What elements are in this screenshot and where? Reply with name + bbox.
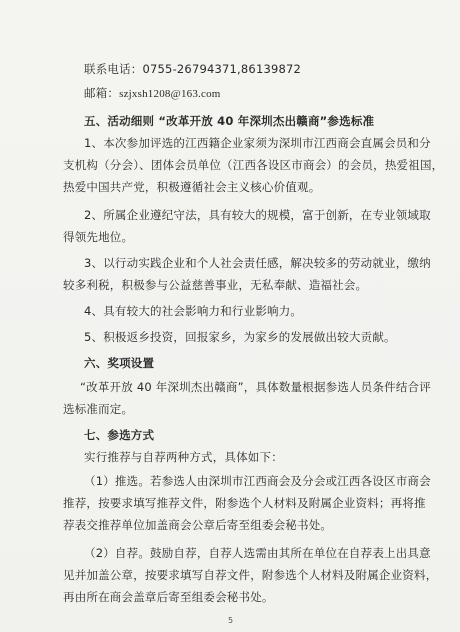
email-value: szjxsh1208@163.com <box>119 88 221 100</box>
contact-email <box>84 86 221 101</box>
method-intro: 实行推荐与自荐两种方式，具体如下： <box>84 450 283 464</box>
criteria-2-line-1: 2、所属企业遵纪守法，具有较大的规模，富于创新，在专业领域取 <box>84 208 431 222</box>
awards-line-1: “改革开放 40 年深圳杰出赣商”，具体数量根据参选人员条件结合评 <box>80 380 431 394</box>
criteria-3-line-2: 较多利税，积极参与公益慈善事业，无私奉献、造福社会。 <box>63 278 368 292</box>
criteria-1-line-3: 热爱中国共产党，积极遵循社会主义核心价值观。 <box>63 180 321 194</box>
self-recommend-line-2: 见并加盖公章，按要求填写自荐文件，附参选个人材料及附属企业资料， <box>63 568 438 582</box>
self-recommend-line-3: 再由所在商会盖章后寄至组委会秘书处。 <box>63 590 274 604</box>
criteria-4: 4、具有较大的社会影响力和行业影响力。 <box>84 304 303 318</box>
contact-phone: 联系电话：0755-26794371,86139872 <box>84 62 302 76</box>
page-number: 5 <box>228 616 234 625</box>
criteria-1-line-1: 1、本次参加评选的江西籍企业家须为深圳市江西商会直属会员和分 <box>84 136 431 150</box>
recommend-line-2: 推荐，按要求填写推荐文件，附参选个人材料及附属企业资料；再将推 <box>63 496 426 510</box>
recommend-line-3: 荐表交推荐单位加盖商会公章后寄至组委会秘书处。 <box>63 518 333 532</box>
criteria-3-line-1: 3、以行动实践企业和个人社会责任感，解决较多的劳动就业，缴纳 <box>84 256 431 270</box>
section7-heading: 七、参选方式 <box>84 428 155 442</box>
section6-heading: 六、奖项设置 <box>84 356 155 370</box>
section5-heading: 五、活动细则 “改革开放 40 年深圳杰出赣商”参选标准 <box>84 114 375 128</box>
criteria-2-line-2: 得领先地位。 <box>63 230 134 244</box>
email-label: 邮箱： <box>84 86 120 100</box>
criteria-5: 5、积极返乡投资，回报家乡，为家乡的发展做出较大贡献。 <box>84 330 396 344</box>
awards-line-2: 选标准而定。 <box>63 402 134 416</box>
recommend-line-1: （1）推选。若参选人由深圳市江西商会及分会或江西各设区市商会 <box>84 474 431 488</box>
self-recommend-line-1: （2）自荐。鼓励自荐，自荐人选需由其所在单位在自荐表上出具意 <box>84 546 431 560</box>
criteria-1-line-2: 支机构（分会）、团体会员单位（江西各设区市商会）的会员，热爱祖国， <box>63 158 444 172</box>
